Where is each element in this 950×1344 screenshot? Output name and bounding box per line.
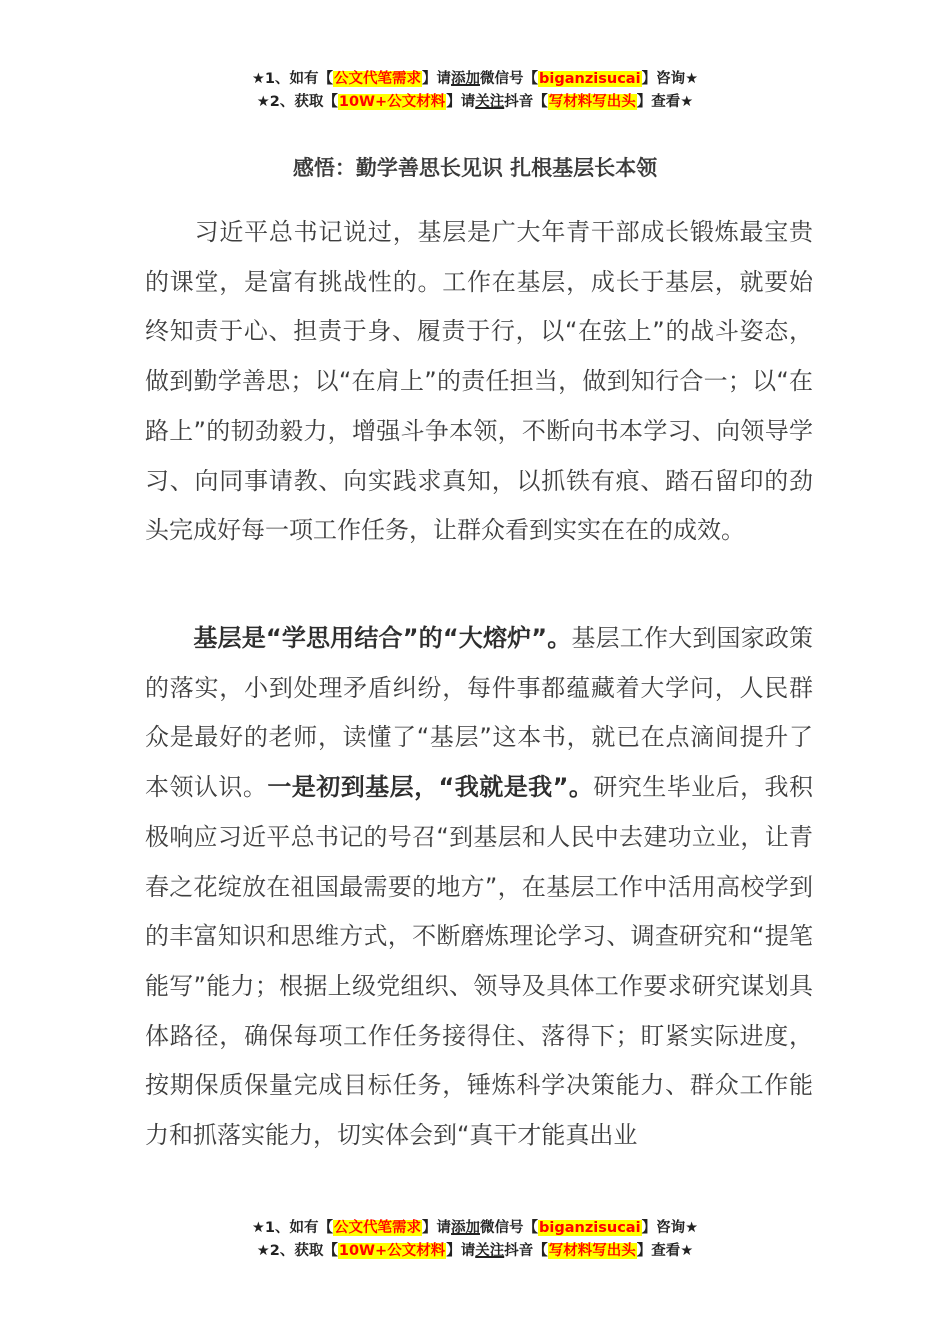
page-title: 感悟：勤学善思长见识 扎根基层长本领 [292, 156, 658, 180]
banner-highlight: 10W+公文材料 [338, 94, 446, 110]
paragraph-2-text-1: 基层工作大到国家政策的落实，小到处理矛盾纠纷，每件事都蕴藏着大学问，人民群众是最好的老师，读懂了“基层”这本书，就已在点滴间提升了本领认识。 [145, 624, 814, 802]
section-heading: 基层是“学思用结合”的“大熔炉”。 [193, 624, 572, 652]
banner-line-1 [0, 68, 950, 91]
body-paragraph-2 [145, 614, 813, 1161]
banner-text: 】咨询★ [641, 1220, 699, 1236]
banner-text: 】请 [446, 1243, 476, 1259]
banner-text: ★2、获取【 [256, 94, 338, 110]
banner-highlight: 公文代笔需求 [334, 71, 422, 87]
banner-line-1 [0, 1217, 950, 1240]
banner-text: 抖音【 [504, 94, 548, 110]
banner-text: 】咨询★ [641, 71, 699, 87]
banner-underline: 关注 [475, 94, 505, 110]
banner-text: ★1、如有【 [251, 1220, 334, 1236]
banner-text: 】查看★ [636, 1243, 694, 1259]
banner-text: 】查看★ [636, 94, 694, 110]
banner-text: 】请 [422, 1220, 452, 1236]
header-banner [0, 68, 950, 114]
paragraph-2-text-2: 研究生毕业后，我积极响应习近平总书记的号召“到基层和人民中去建功立业，让青春之花绽放在祖国最需要的地方”，在基层工作中活用高校学到的丰富知识和思维方式，不断磨炼理论学习、调查研究和“提笔能写”能力；根据上级党组织、领导及具体工作要求研究谋划具体路径，确保每项工作任务接得住、落得下；盯紧实际进度，按期保质保量完成目标任务，锤炼科学决策能力、群众工作能力和抓落实能力，切实体会到“真干才能真出业 [145, 773, 814, 1150]
body-paragraph-1 [145, 208, 813, 556]
banner-text: 微信号【 [480, 1220, 539, 1236]
banner-underline: 添加 [451, 71, 481, 87]
banner-line-2 [0, 91, 950, 114]
banner-text: 微信号【 [480, 71, 539, 87]
banner-highlight: 10W+公文材料 [338, 1243, 446, 1259]
banner-highlight: 公文代笔需求 [334, 1220, 422, 1236]
banner-text: 】请 [446, 94, 476, 110]
banner-highlight: biganzisucai [539, 1220, 641, 1236]
banner-text: ★2、获取【 [256, 1243, 338, 1259]
paragraph-text [145, 208, 813, 556]
banner-underline: 关注 [475, 1243, 505, 1259]
banner-text: 抖音【 [504, 1243, 548, 1259]
banner-text: 】请 [422, 71, 452, 87]
paragraph-1-text: 习近平总书记说过，基层是广大年青干部成长锻炼最宝贵的课堂，是富有挑战性的。工作在基层，成长于基层，就要始终知责于心、担责于身、履责于行，以“在弦上”的战斗姿态，做到勤学善思；以“在肩上”的责任担当，做到知行合一；以“在路上”的韧劲毅力，增强斗争本领，不断向书本学习、向领导学习、向同事请教、向实践求真知，以抓铁有痕、踏石留印的劲头完成好每一项工作任务，让群众看到实实在在的成效。 [145, 218, 814, 545]
banner-highlight: 写材料写出头 [548, 1243, 636, 1259]
banner-line-2 [0, 1240, 950, 1263]
banner-highlight: 写材料写出头 [548, 94, 636, 110]
banner-underline: 添加 [451, 1220, 481, 1236]
paragraph-text [145, 614, 813, 1161]
footer-banner [0, 1217, 950, 1263]
banner-text: ★1、如有【 [251, 71, 334, 87]
banner-highlight: biganzisucai [539, 71, 641, 87]
section-subheading: 一是初到基层，“我就是我”。 [267, 773, 594, 802]
